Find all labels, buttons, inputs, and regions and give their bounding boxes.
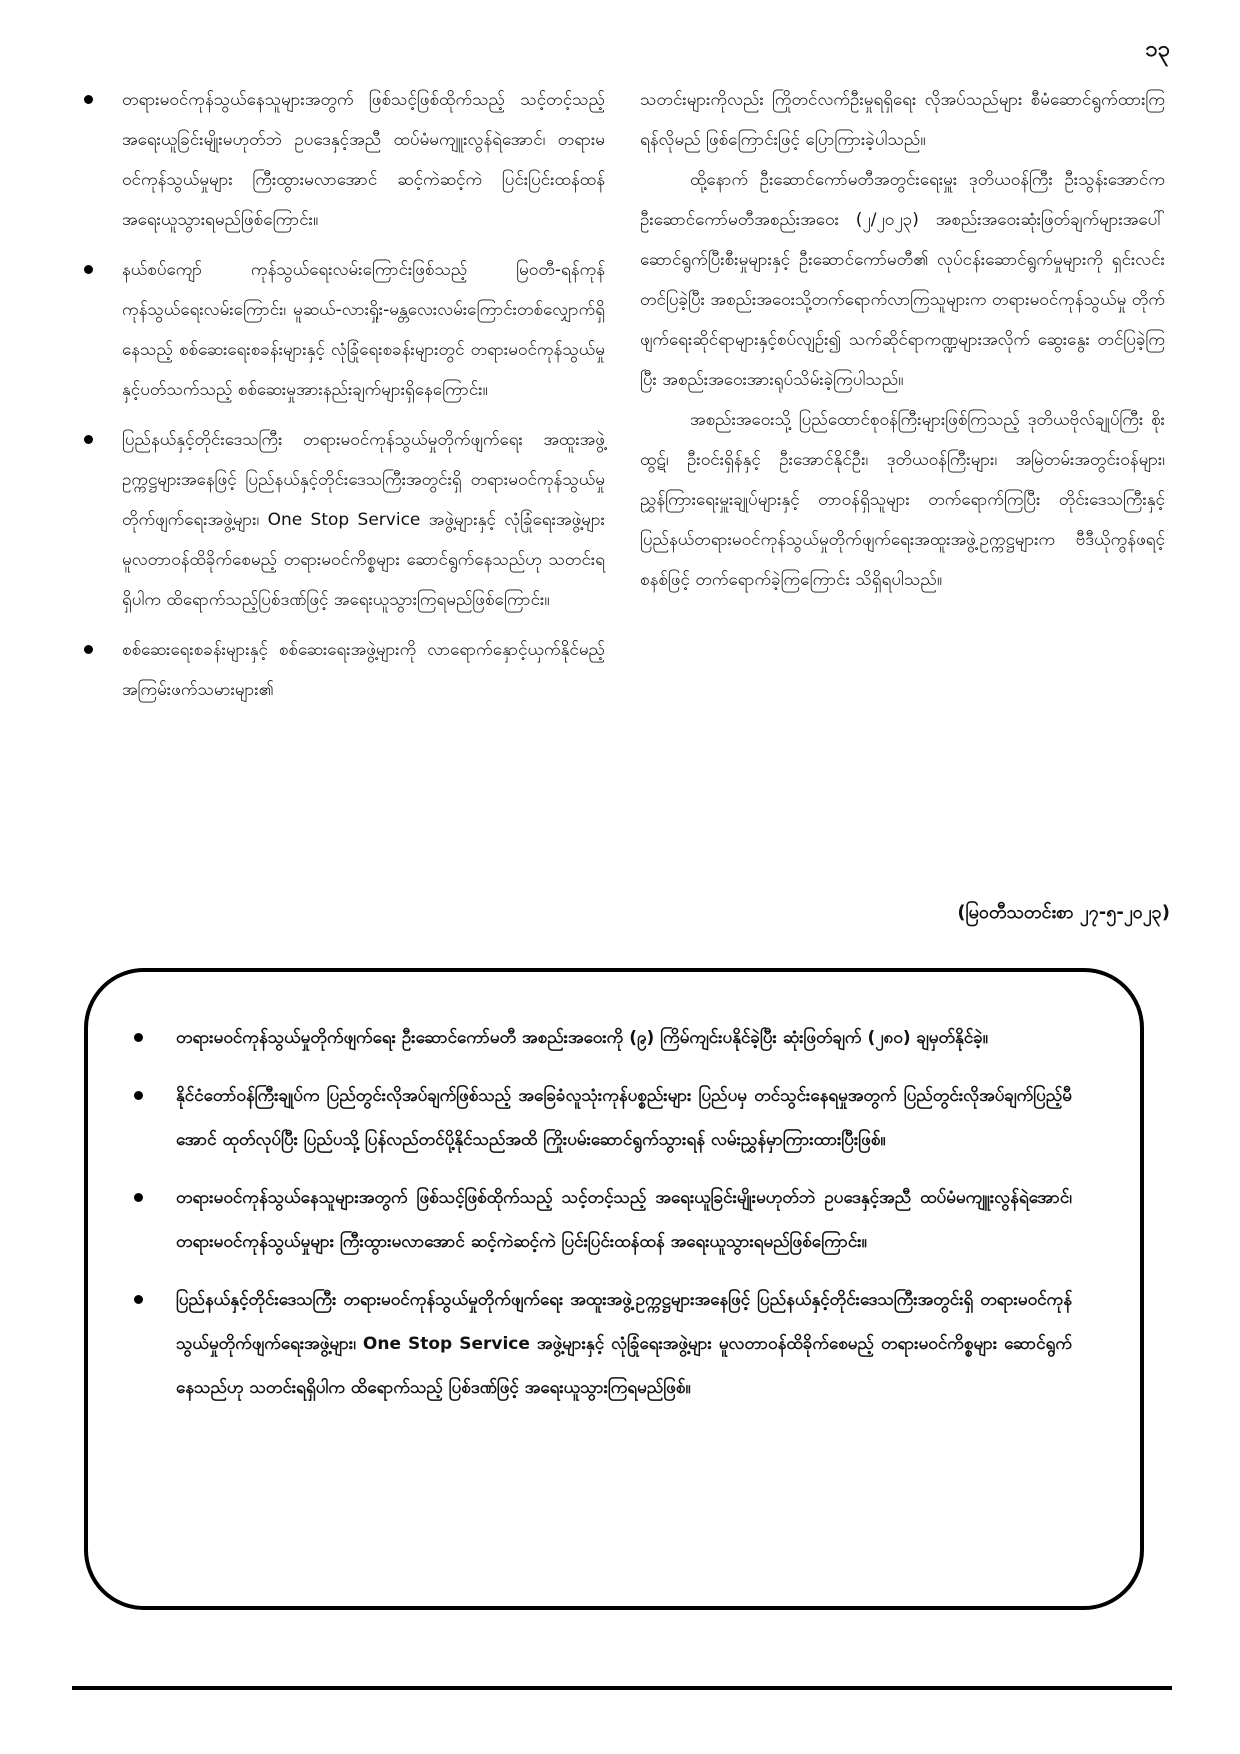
left-bullet-item: နယ်စပ်ကျော် ကုန်သွယ်ရေးလမ်းကြောင်းဖြစ်သည့် မြဝတီ-ရန်ကုန် ကုန်သွယ်ရေးလမ်းကြောင်း၊ မူဆယ်-လားရှိုး-မန္တလေးလမ်းကြောင်းတစ်လျှောက်ရှိနေသည့် စစ်ဆေးရေးစခန်းများနှင့် လုံခြုံရေးစခန်းများတွင် တရားမဝင်ကုန်သွယ်မှုနှင့်ပတ်သက်သည့် စစ်ဆေးမှုအားနည်းချက်များရှိနေကြောင်း။	[80, 250, 605, 410]
summary-bullet-item: ပြည်နယ်နှင့်တိုင်းဒေသကြီး တရားမဝင်ကုန်သွယ်မှုတိုက်ဖျက်ရေး အထူးအဖွဲ့ဥက္ကဋ္ဌများအနေဖြင့် ပြည်နယ်နှင့်တိုင်းဒေသကြီးအတွင်းရှိ တရားမဝင်ကုန်သွယ်မှုတိုက်ဖျက်ရေးအဖွဲ့များ၊ One Stop Service အဖွဲ့များနှင့် လုံခြုံရေးအဖွဲ့များ မူလတာဝန်ထိခိုက်စေမည့် တရားမဝင်ကိစ္စများ ဆောင်ရွက်နေသည်ဟု သတင်းရရှိပါက ထိရောက်သည့် ပြစ်ဒဏ်ဖြင့် အရေးယူသွားကြရမည်ဖြစ်။	[130, 1278, 1072, 1410]
bottom-divider	[72, 1686, 1172, 1690]
left-bullet-item: ပြည်နယ်နှင့်တိုင်းဒေသကြီး တရားမဝင်ကုန်သွယ်မှုတိုက်ဖျက်ရေး အထူးအဖွဲ့ဥက္ကဋ္ဌများအနေဖြင့် ပြည်နယ်နှင့်တိုင်းဒေသကြီးအတွင်းရှိ တရားမဝင်ကုန်သွယ်မှုတိုက်ဖျက်ရေးအဖွဲ့များ၊ One Stop Service အဖွဲ့များနှင့် လုံခြုံရေးအဖွဲ့များ မူလတာဝန်ထိခိုက်စေမည့် တရားမဝင်ကိစ္စများ ဆောင်ရွက်နေသည်ဟု သတင်းရရှိပါက ထိရောက်သည့်ပြစ်ဒဏ်ဖြင့် အရေးယူသွားကြရမည်ဖြစ်ကြောင်း။	[80, 420, 605, 620]
summary-bullet-item: တရားမဝင်ကုန်သွယ်မှုတိုက်ဖျက်ရေး ဦးဆောင်ကော်မတီ အစည်းအဝေးကို (၉) ကြိမ်ကျင်းပနိုင်ခဲ့ပြီး ဆုံးဖြတ်ချက် (၂၈၀) ချမှတ်နိုင်ခဲ့။	[130, 1016, 1072, 1060]
left-column	[80, 80, 605, 720]
right-paragraph: ထို့နောက် ဦးဆောင်ကော်မတီအတွင်းရေးမှူး ဒုတိယဝန်ကြီး ဦးသွန်းအောင်က ဦးဆောင်ကော်မတီအစည်းအဝေး (၂/၂၀၂၃) အစည်းအဝေးဆုံးဖြတ်ချက်များအပေါ် ဆောင်ရွက်ပြီးစီးမှုများနှင့် ဦးဆောင်ကော်မတီ၏ လုပ်ငန်းဆောင်ရွက်မှုများကို ရှင်းလင်းတင်ပြခဲ့ပြီး အစည်းအဝေးသို့တက်ရောက်လာကြသူများက တရားမဝင်ကုန်သွယ်မှု တိုက်ဖျက်ရေးဆိုင်ရာများနှင့်စပ်လျဉ်း၍ သက်ဆိုင်ရာကဏ္ဍများအလိုက် ဆွေးနွေး တင်ပြခဲ့ကြပြီး အစည်းအဝေးအားရုပ်သိမ်းခဲ့ကြပါသည်။	[640, 170, 1165, 390]
left-bullet-item: စစ်ဆေးရေးစခန်းများနှင့် စစ်ဆေးရေးအဖွဲ့များကို လာရောက်နှောင့်ယှက်နိုင်မည့် အကြမ်းဖက်သမားများ၏	[80, 630, 605, 710]
summary-box	[84, 968, 1144, 1610]
source-citation: (မြဝတီသတင်းစာ ၂၇-၅-၂၀၂၃)	[957, 902, 1170, 923]
left-bullet-list	[80, 80, 605, 710]
right-paragraph: သတင်းများကိုလည်း ကြိုတင်လက်ဦးမှုရရှိရေး လိုအပ်သည်များ စီမံဆောင်ရွက်ထားကြရန်လိုမည် ဖြစ်ကြောင်းဖြင့် ပြောကြားခဲ့ပါသည်။	[640, 90, 1165, 150]
summary-bullet-item: တရားမဝင်ကုန်သွယ်နေသူများအတွက် ဖြစ်သင့်ဖြစ်ထိုက်သည့် သင့်တင့်သည့် အရေးယူခြင်းမျိုးမဟုတ်ဘဲ ဥပဒေနှင့်အညီ ထပ်မံမကျူးလွန်ရဲအောင်၊ တရားမဝင်ကုန်သွယ်မှုများ ကြီးထွားမလာအောင် ဆင့်ကဲဆင့်ကဲ ပြင်းပြင်းထန်ထန် အရေးယူသွားရမည်ဖြစ်ကြောင်း။	[130, 1176, 1072, 1264]
left-bullet-item: တရားမဝင်ကုန်သွယ်နေသူများအတွက် ဖြစ်သင့်ဖြစ်ထိုက်သည့် သင့်တင့်သည့် အရေးယူခြင်းမျိုးမဟုတ်ဘဲ ဥပဒေနှင့်အညီ ထပ်မံမကျူးလွန်ရဲအောင်၊ တရားမဝင်ကုန်သွယ်မှုများ ကြီးထွားမလာအောင် ဆင့်ကဲဆင့်ကဲ ပြင်းပြင်းထန်ထန် အရေးယူသွားရမည်ဖြစ်ကြောင်း။	[80, 80, 605, 240]
right-column	[640, 80, 1165, 600]
summary-bullet-list	[130, 1016, 1072, 1410]
page-number: ၁၃	[1145, 37, 1170, 62]
right-paragraph: အစည်းအဝေးသို့ ပြည်ထောင်စုဝန်ကြီးများဖြစ်ကြသည့် ဒုတိယဗိုလ်ချုပ်ကြီး စိုးထွဋ်၊ ဦးဝင်းရှိန်နှင့် ဦးအောင်နိုင်ဦး၊ ဒုတိယဝန်ကြီးများ၊ အမြဲတမ်းအတွင်းဝန်များ၊ ညွှန်ကြားရေးမှူးချုပ်များနှင့် တာဝန်ရှိသူများ တက်ရောက်ကြပြီး တိုင်းဒေသကြီးနှင့် ပြည်နယ်တရားမဝင်ကုန်သွယ်မှုတိုက်ဖျက်ရေးအထူးအဖွဲ့ဥက္ကဋ္ဌများက ဗီဒီယိုကွန်ဖရင့်စနစ်ဖြင့် တက်ရောက်ခဲ့ကြကြောင်း သိရှိရပါသည်။	[640, 410, 1165, 590]
summary-bullet-item: နိုင်ငံတော်ဝန်ကြီးချုပ်က ပြည်တွင်းလိုအပ်ချက်ဖြစ်သည့် အခြေခံလူသုံးကုန်ပစ္စည်းများ ပြည်ပမှ တင်သွင်းနေရမှုအတွက် ပြည်တွင်းလိုအပ်ချက်ပြည့်မီအောင် ထုတ်လုပ်ပြီး ပြည်ပသို့ ပြန်လည်တင်ပို့နိုင်သည်အထိ ကြိုးပမ်းဆောင်ရွက်သွားရန် လမ်းညွှန်မှာကြားထားပြီးဖြစ်။	[130, 1074, 1072, 1162]
